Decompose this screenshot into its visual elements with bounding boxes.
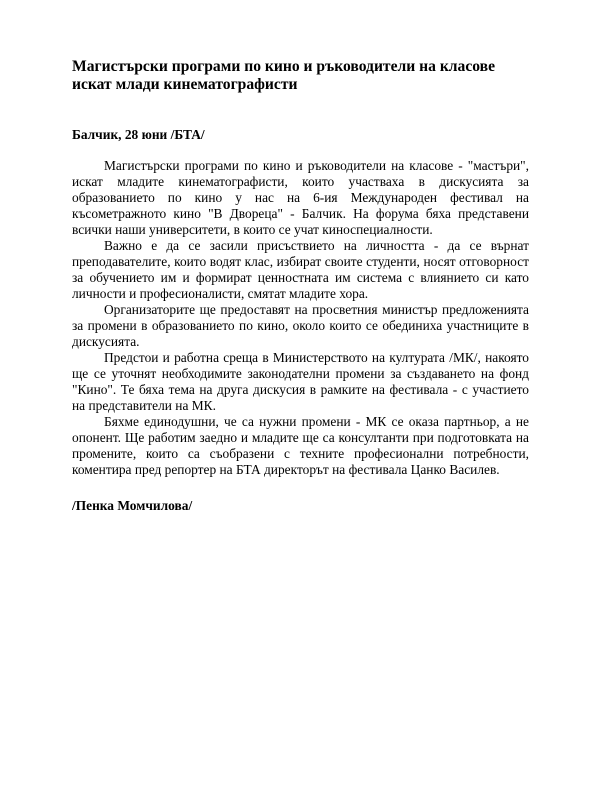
- article-paragraph: Предстои и работна среща в Министерството на културата /МК/, накоято ще се уточнят необходимите законодателни промени за създаването на фонд "Кино". Те бяха тема на друга дискусия в рамките на фестивала - с участието на представители на МК.: [72, 350, 529, 413]
- article-paragraph: Магистърски програми по кино и ръководители на класове - "мастъри", искат младите кинематографисти, които участваха в дискусията за образованието по кино у нас на 6-ия Международен фестивал на късометражното кино "В Двореца" - Балчик. На форума бяха представени всички наши университети, в които се учат киноспециалности.: [72, 158, 529, 237]
- article-body: [72, 158, 529, 478]
- article-paragraph: Бяхме единодушни, че са нужни промени - МК се оказа партньор, а не опонент. Ще работим заедно и младите ще са консултанти при подготовката на промените, които са съобразени с техните професионални потребности, коментира пред репортер на БТА директорът на фестивала Цанко Василев.: [72, 414, 529, 477]
- article-headline: Магистърски програми по кино и ръководители на класове искат млади кинематографисти: [72, 58, 496, 93]
- article-paragraph: Важно е да се засили присъствието на личността - да се върнат преподавателите, които водят клас, избират своите студенти, носят отговорност за обучението им и формират ценностната им система с влиянието си като личности и професионалисти, смятат младите хора.: [72, 238, 529, 301]
- article: [72, 58, 529, 513]
- article-dateline: Балчик, 28 юни /БТА/: [72, 127, 205, 142]
- article-signature: /Пенка Момчилова/: [72, 498, 193, 513]
- article-paragraph: Организаторите ще предоставят на просветния министър предложенията за промени в образованието по кино, около които се обединиха участниците в дискусията.: [72, 302, 529, 349]
